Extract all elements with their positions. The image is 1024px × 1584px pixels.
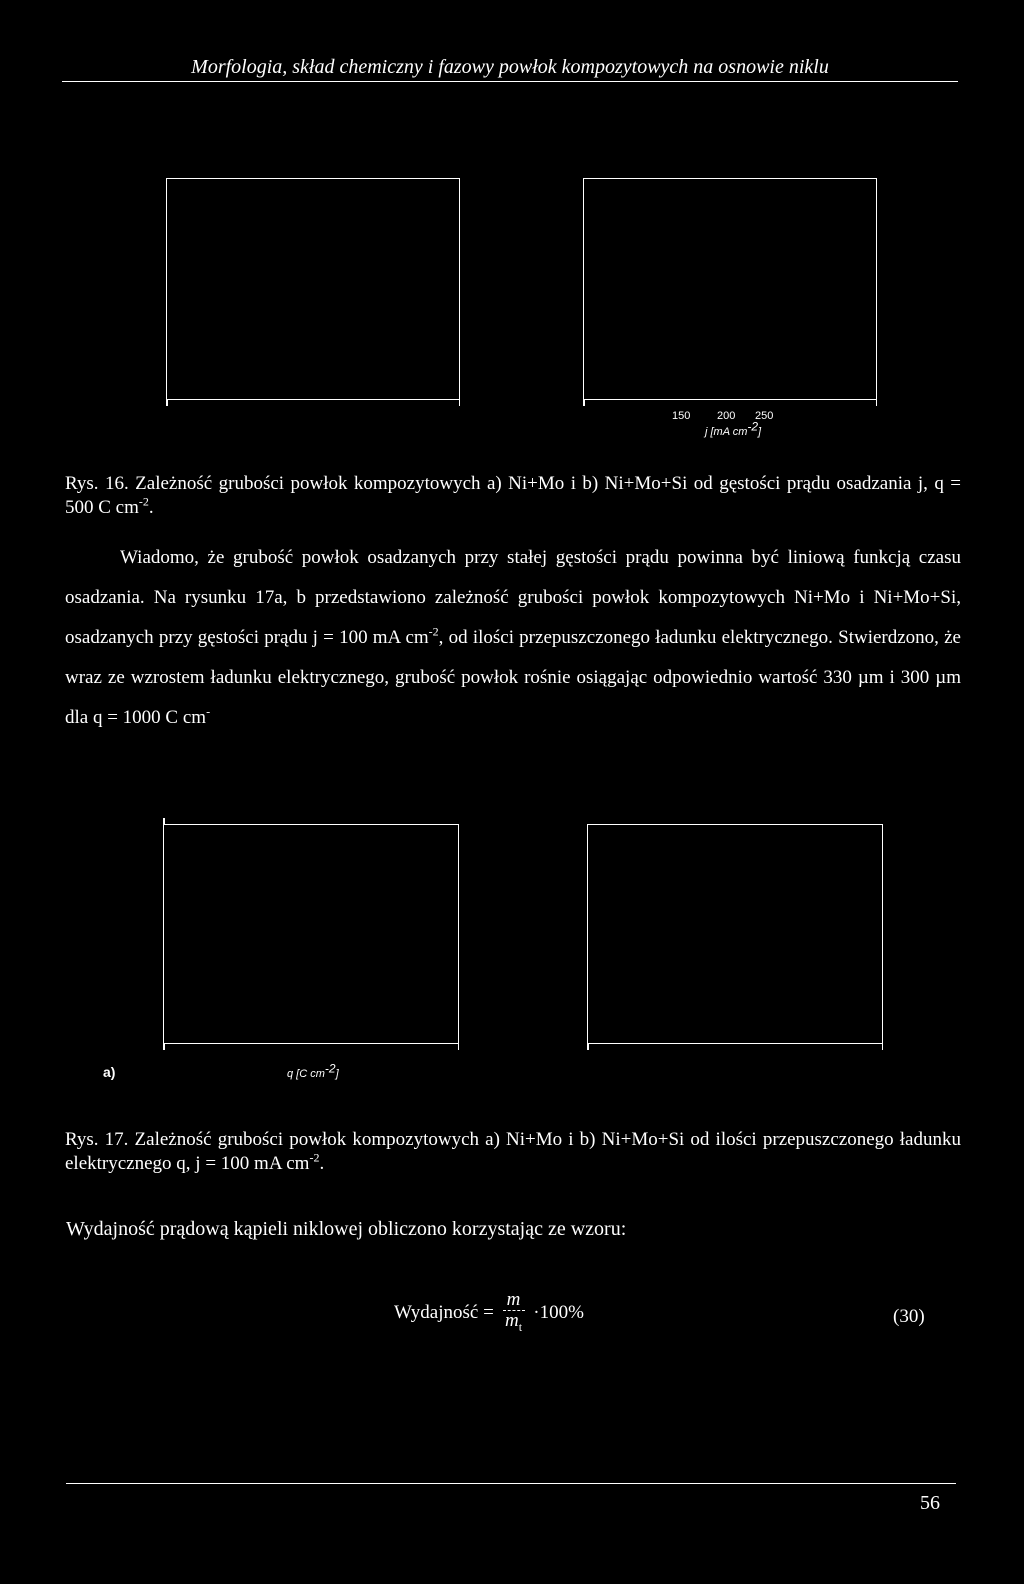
fig16-caption: Rys. 16. Zależność grubości powłok kompozytowych a) Ni+Mo i b) Ni+Mo+Si od gęstości prądu osadzania j, q = 500 C $cm^{-2}$. (65, 473, 961, 518)
fig17-axis-label: q [C $cm^{-2}$] (287, 1061, 339, 1080)
fig16-tick-label: 150 (672, 410, 691, 422)
axis-tick (882, 1043, 884, 1050)
axis-tick (459, 399, 461, 406)
axis-tick (583, 399, 585, 406)
fig16-tick-label: 200 (717, 410, 736, 422)
fig17-panel-label: a) (103, 1064, 116, 1080)
axis-tick (163, 818, 165, 825)
page-number: 56 (920, 1492, 940, 1514)
axis-tick (876, 399, 878, 406)
fig17-plot-a (163, 824, 459, 1044)
formula-fraction: $\frac{m}{m_t}$ (503, 1290, 525, 1337)
axis-tick (587, 1043, 589, 1050)
axis-tick (163, 1043, 165, 1050)
formula-intro: Wydajność prądową kąpieli niklowej obliczono korzystając ze wzoru: (66, 1218, 627, 1240)
fig16-tick-label: 250 (755, 410, 774, 422)
fig16-plot-a (166, 178, 460, 400)
header-rule (62, 81, 958, 82)
body-paragraph: Wiadomo, że grubość powłok osadzanych przy stałej gęstości prądu powinna być liniową funkcją czasu osadzania. Na rysunku 17a, b przedstawiono zależność grubości powłok kompozytowych Ni+Mo i Ni+Mo+Si, osadzanych przy gęstości prądu j = 100 mA $cm^{-2}$, od ilości przepuszczonego ładunku elektrycznego. Stwierdzono, że wraz ze wzrostem ładunku elektrycznego, grubość powłok rośnie osiągając odpowiednio wartość 330 µm i 300 µm dla q = 1000 C cm- (65, 547, 961, 728)
formula: Wydajność = $\frac{m}{m_t}$ ·100% (394, 1290, 584, 1337)
footer-rule (66, 1483, 956, 1484)
fig16-axis-label: j [mA $cm^{-2}$] (705, 419, 762, 438)
fig16-plot-b (583, 178, 877, 400)
axis-tick (458, 1043, 460, 1050)
fig17-caption: Rys. 17. Zależność grubości powłok kompozytowych a) Ni+Mo i b) Ni+Mo+Si od ilości przepuszczonego ładunku elektrycznego q, j = 100 mA $cm^{-2}$. (65, 1129, 961, 1174)
fig17-plot-b (587, 824, 883, 1044)
running-header: Morfologia, skład chemiczny i fazowy powłok kompozytowych na osnowie niklu (191, 56, 829, 78)
formula-number: (30) (893, 1306, 925, 1327)
axis-tick (166, 399, 168, 406)
